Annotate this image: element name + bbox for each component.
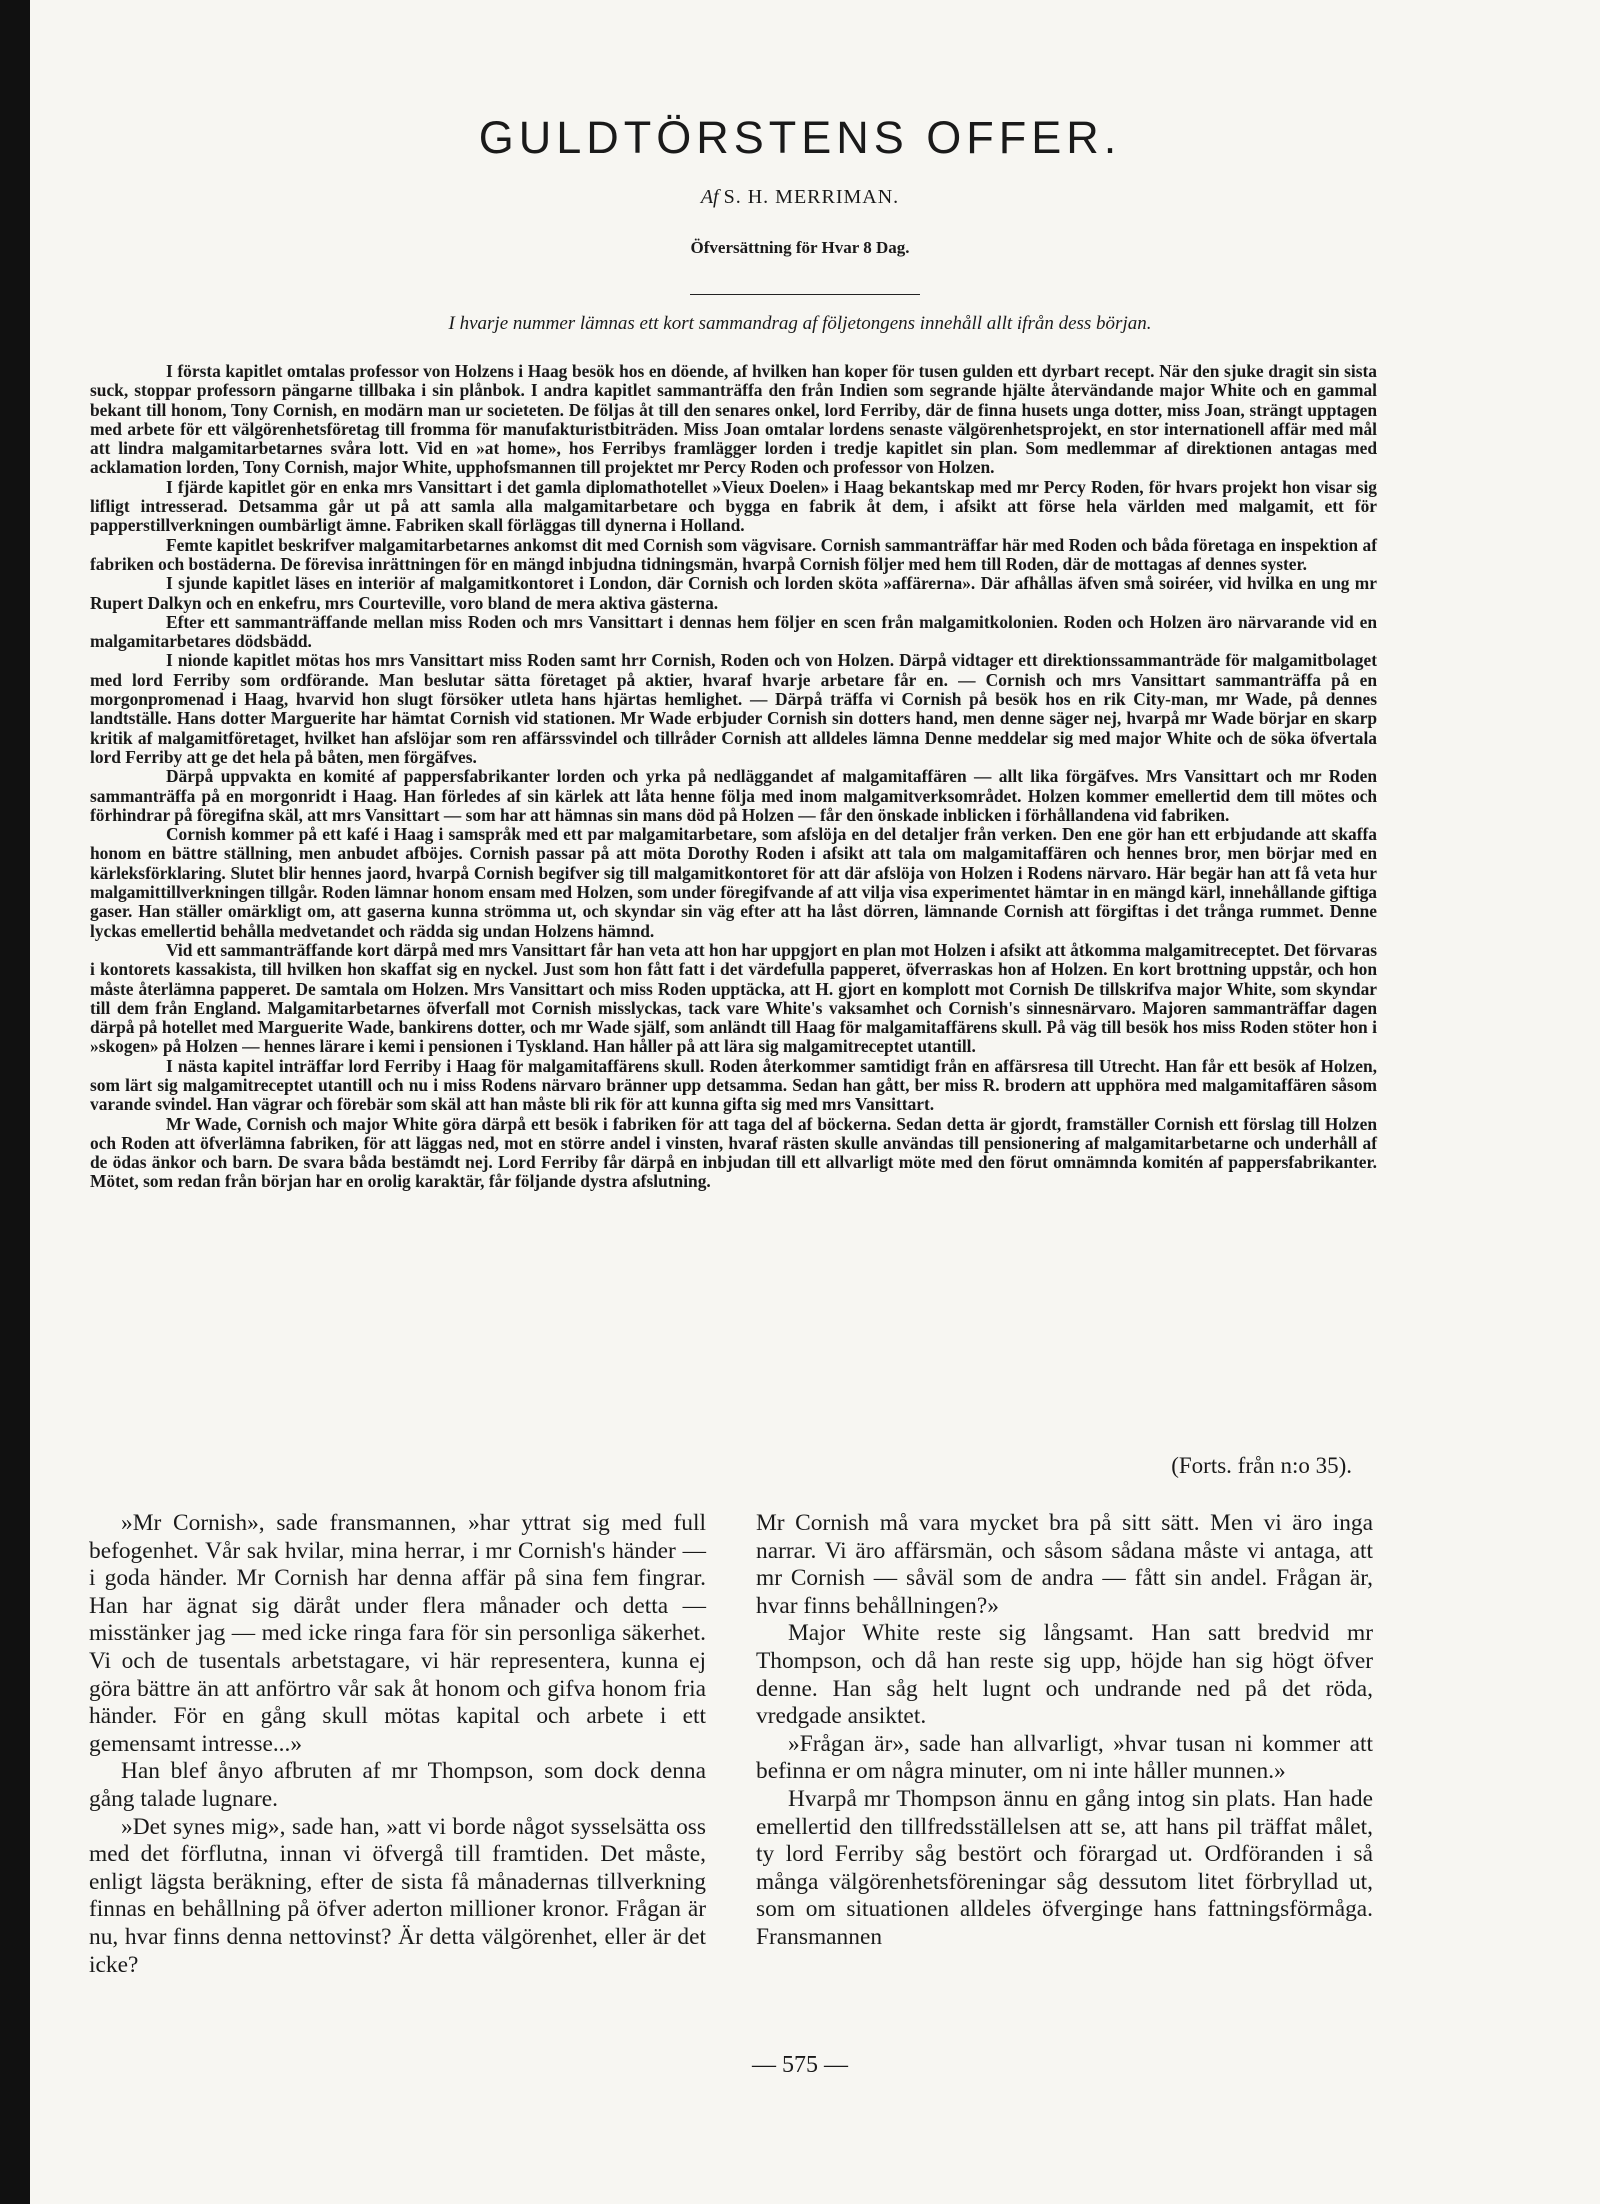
- body-paragraph: Han blef ånyo afbruten af mr Thompson, som dock denna gång talade lugnare.: [89, 1758, 706, 1812]
- summary-paragraph: Därpå uppvakta en komité af pappersfabrikanter lorden och yrka på nedläggandet af malgamitaffären — allt lika förgäfves. Mrs Vansittart och mr Roden sammanträffa på en morgonridt i Haag. Han förledes af sin kärlek att låta henne följa med inom malgamitverksområdet. Holzen kommer emellertid dem till mötes och förhindrar på föregifna skäl, att mrs Vansittart — som har att hämnas sin mans död på Holzen — får den önskade inblicken i förhållandena vid fabriken.: [90, 766, 1377, 825]
- continuation-note: (Forts. från n:o 35).: [1171, 1453, 1352, 1478]
- summary-notice: I hvarje nummer lämnas ett kort sammandrag af följetongens innehåll allt ifrån dess början.: [448, 313, 1152, 334]
- summary-paragraph: Mr Wade, Cornish och major White göra därpå ett besök i fabriken för att taga del af böckerna. Sedan detta är gjordt, framställer Cornish ett förslag till Holzen och Roden att öfverlämna fabriken, för att läggas ned, mot en större andel i vinsten, hvaraf rästen skulle användas till pensionering af malgamitarbetarne och underhåll af de ödas änkor och barn. De svara båda bestämdt nej. Lord Ferriby får därpå en inbjudan till ett allvarligt möte med den förut omnämnda komitén af pappersfabrikanter. Mötet, som redan från början har en orolig karaktär, får följande dystra afslutning.: [90, 1113, 1377, 1192]
- translation-note: Öfversättning för Hvar 8 Dag.: [690, 238, 910, 257]
- summary-paragraph: I fjärde kapitlet gör en enka mrs Vansittart i det gamla diplomathotellet »Vieux Doelen» i Haag bekantskap med mr Percy Roden, för hvars projekt hon visar sig lifligt intresserad. Detsamma går ut på att samla alla malgamitarbetare och bygga en fabrik åt dem, i afsikt att förse hela världen med malgamit, ett för papperstillverkningen oumbärligt ämne. Fabriken skall förläggas till dynerna i Holland.: [90, 476, 1377, 536]
- body-paragraph: Major White reste sig långsamt. Han satt bredvid mr Thompson, och då han reste sig upp, höjde han sig högt öfver denne. Han såg helt lugnt och undrande ned på det röda, vredgade ansiktet.: [756, 1620, 1373, 1730]
- body-paragraph: »Frågan är», sade han allvarligt, »hvar tusan ni kommer att befinna er om några minuter, om ni inte håller munnen.»: [756, 1730, 1373, 1785]
- summary-paragraph: I nionde kapitlet mötas hos mrs Vansittart miss Roden samt hrr Cornish, Roden och von Holzen. Därpå vidtager ett direktionssammanträde för malgamitbolaget med lord Ferriby som ordförande. Man beslutar sätta företaget på aktier, hvaraf hvarje arbetare får en. — Cornish och mrs Vansittart sammanträffa på en morgonpromenad i Haag, hvarvid hon slugt försöker utleta hans hjärtas hemlighet. — Därpå träffa vi Cornish på besök hos en rik City-man, mr Wade, på dennes landtställe. Hans dotter Marguerite har hämtat Cornish vid stationen. Mr Wade erbjuder Cornish sin dotters hand, men denne säger nej, hvarpå mr Wade börjar en skarp kritik af malgamitföretaget, hvilket han afslöjar som ren affärssvindel och tillråder Cornish att alldeles lämna Denne meddelar sig med major White och de söka öfvertala lord Ferriby att ge det hela på båten, men förgäfves.: [90, 650, 1377, 767]
- text-column-left: [89, 1510, 706, 1979]
- author-prefix: Af: [700, 186, 719, 208]
- summary-paragraph: Vid ett sammanträffande kort därpå med mrs Vansittart får han veta att hon har uppgjort en plan mot Holzen i afsikt att åtkomma malgamitreceptet. Det förvaras i kontorets kassakista, till hvilken hon skaffat sig en nyckel. Just som hon fått fatt i det värdefulla papperet, öfverraskas hon af Holzen. En kort brottning uppstår, och hon måste återlämna papperet. De samtala om Holzen. Mrs Vansittart och miss Roden upptäcka, att H. gjort en komplott mot Cornish De tillskrifva major White, som skyndar till dem från England. Malgamitarbetarnes öfverfall mot Cornish misslyckas, tack vare White's vaksamhet och Cornish's sinnesnärvaro. Majoren sammanträffar dagen därpå på hotellet med Marguerite Wade, bankirens dotter, och mr Wade själf, som anländt till Haag för malgamitaffärens skull. På väg till besök hos miss Roden stöter hon i »skogen» på Holzen — hennes lärare i kemi i pensionen i Tyskland. Han håller på att lära sig malgamitreceptet utantill.: [90, 939, 1377, 1057]
- summary-paragraph: I sjunde kapitlet läses en interiör af malgamitkontoret i London, där Cornish och lorden sköta »affärerna». Där afhållas äfven små soiréer, vid hvilka en ung mr Rupert Dalkyn och en enkefru, mrs Courteville, voro bland de mera aktiva gästerna.: [90, 573, 1377, 613]
- page-number: — 575 —: [752, 2052, 848, 2078]
- serial-title: GULDTÖRSTENS OFFER.: [478, 112, 1122, 163]
- author-name: S. H. MERRIMAN.: [723, 186, 900, 208]
- body-paragraph: »Det synes mig», sade han, »att vi borde något sysselsätta oss med det förflutna, innan vi öfvergå till framtiden. Det måste, enligt lägsta beräkning, efter de sista få månadernas tillverkning finnas en behållning på öfver aderton millioner kronor. Frågan är nu, hvar finns denna nettovinst? Är detta välgörenhet, eller är det icke?: [89, 1813, 706, 1978]
- text-column-right: [756, 1510, 1373, 1952]
- summary-paragraph: Efter ett sammanträffande mellan miss Roden och mrs Vansittart i dennas hem följer en scen från malgamitkolonien. Roden och Holzen äro närvarande vid en malgamitarbetares dödsbädd.: [90, 611, 1377, 652]
- summary-paragraph: Femte kapitlet beskrifver malgamitarbetarnes ankomst dit med Cornish som vägvisare. Cornish sammanträffar här med Roden och båda företaga en inspektion af fabriken och bostäderna. De förevisa inrättningen för en mängd inbjudna tidningsmän, hvarpå Cornish följer med hem till Roden, där de mottagas af dennes syster.: [90, 534, 1377, 574]
- summary-paragraph: I nästa kapitel inträffar lord Ferriby i Haag för malgamitaffärens skull. Roden återkommer samtidigt från en affärsresa till Utrecht. Han får ett besök af Holzen, som lärt sig malgamitreceptet utantill och nu i miss Rodens närvaro bränner upp detsamma. Sedan han gått, ber miss R. brodern att upphöra med malgamitaffären såsom varande svindel. Han vägrar och förebär som skäl att han måste bli rik för att kunna gifta sig med mrs Vansittart.: [90, 1055, 1377, 1115]
- previous-chapters-summary: [90, 362, 1377, 1192]
- summary-paragraph: Cornish kommer på ett kafé i Haag i samspråk med ett par malgamitarbetare, som afslöja en del detaljer från verken. Den ene gör han ett erbjudande att skaffa honom en bättre ställning, men anbudet afböjes. Cornish passar på att möta Dorothy Roden i afsikt att tala om malgamitaffären och hennes bror, men börjar med en kärleksförklaring. Slutet blir hennes jaord, hvarpå Cornish begifver sig till malgamitkontoret för att där afslöja von Holzen i Rodens närvaro. Här begär han att få veta hur malgamittillverkningen tillgår. Roden lämnar honom ensam med Holzen, som under föregifvande af att vilja visa experimentet hämtar in en mängd kärl, innehållande giftiga gaser. Han ställer omärkligt om, att gaserna kunna strömma ut, och skyndar sin väg efter att ha låst dörren, lämnande Cornish att förgiftas i det trånga rummet. Denne lyckas emellertid behålla medvetandet och rädda sig undan Holzens hämnd.: [90, 824, 1377, 941]
- body-paragraph: Mr Cornish må vara mycket bra på sitt sätt. Men vi äro inga narrar. Vi äro affärsmän, och såsom sådana måste vi antaga, att mr Cornish — såväl som de andra — fått sin andel. Frågan är, hvar finns behållningen?»: [756, 1510, 1373, 1619]
- author-line: [0, 186, 1600, 209]
- divider-rule: [690, 294, 920, 295]
- summary-paragraph: I första kapitlet omtalas professor von Holzens i Haag besök hos en döende, af hvilken han koper för tusen gulden ett dyrbart recept. När den sjuke dragit sin sista suck, stoppar professorn pängarne tillbaka i sin plånbok. I andra kapitlet sammanträffa den från Indien som segrande hjälte återvändande major White och en gammal bekant till honom, Tony Cornish, en modärn man ur societeten. De följas åt till den senares onkel, lord Ferriby, där de finna husets unga dotter, miss Joan, strängt upptagen med arbete för ett välgörenhetsföretag till fromma för manufakturistbiträden. Miss Joan omtalar lordens senaste välgörenhetsprojekt, en stor internationell affär med mål att lindra malgamitarbetarnes svåra lott. Vid en »at home», hos Ferribys framlägger lorden i tredje kapitlet sin plan. Som medlemmar af direktionen antagas med acklamation lorden, Tony Cornish, major White, upphofsmannen till projektet mr Percy Roden och professor von Holzen.: [90, 361, 1377, 478]
- body-paragraph: »Mr Cornish», sade fransmannen, »har yttrat sig med full befogenhet. Vår sak hvilar, mina herrar, i mr Cornish's händer — i goda händer. Mr Cornish har denna affär på sina fem fingrar. Han har ägnat sig däråt under flera månader och detta — misstänker jag — med icke ringa fara för sin personliga säkerhet. Vi och de tusentals arbetstagare, vi här representera, kunna ej göra bättre än att anförtro vår sak åt honom och gifva honom fria händer. För en gång skull mötas kapital och arbete i ett gemensamt intresse...»: [89, 1510, 706, 1757]
- body-paragraph: Hvarpå mr Thompson ännu en gång intog sin plats. Han hade emellertid den tillfredsställelsen att se, att hans pil träffat målet, ty lord Ferriby såg bestört och förargad ut. Ordföranden i så många välgörenhetsföreningar såg dessutom litet förbryllad ut, som om situationen alldeles öfverginge hans fattningsförmåga. Fransmannen: [756, 1785, 1373, 1950]
